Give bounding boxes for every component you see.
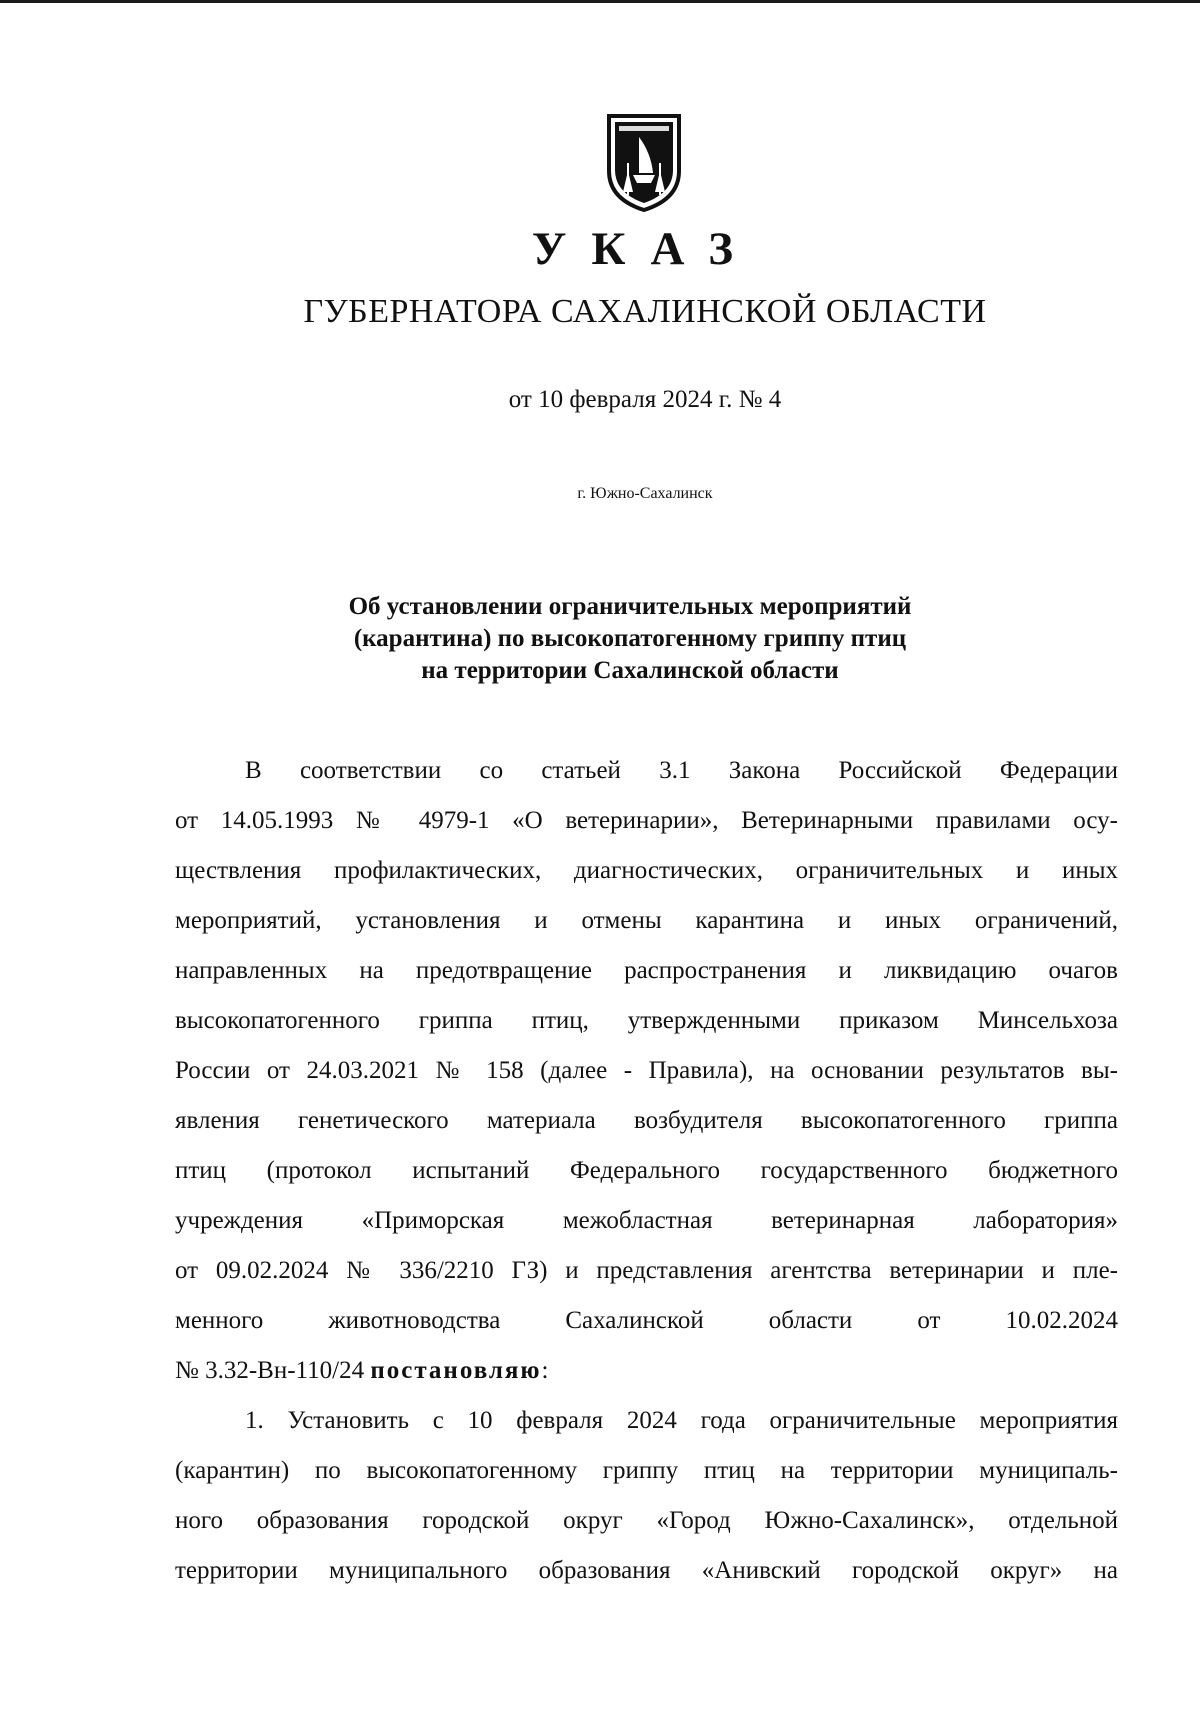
issuing-authority: ГУБЕРНАТОРА САХАЛИНСКОЙ ОБЛАСТИ — [303, 293, 987, 330]
body-line: мероприятий, установления и отмены карантина и иных ограничений, — [175, 907, 1118, 934]
item-1-line: (карантин) по высокопатогенному гриппу птиц на территории муниципаль- — [175, 1457, 1118, 1484]
body-line: ществления профилактических, диагностических, ограничительных и иных — [175, 857, 1118, 884]
body-line-decision — [175, 1356, 1118, 1406]
item-1-line: территории муниципального образования «Анивский городской округ» на — [175, 1557, 1118, 1584]
item-1-line: ного образования городской округ «Город Южно-Сахалинск», отдельной — [175, 1507, 1118, 1534]
body-line: В соответствии со статьей 3.1 Закона Российской Федерации — [245, 757, 1118, 784]
item-1-line: 1. Установить с 10 февраля 2024 года ограничительные мероприятия — [245, 1407, 1118, 1434]
document-subject — [300, 591, 960, 687]
document-body — [175, 756, 1118, 1606]
decision-colon: : — [541, 1357, 549, 1384]
body-line: птиц (протокол испытаний Федерального государственного бюджетного — [175, 1157, 1118, 1184]
top-border-line — [0, 0, 1200, 3]
document-date-number: от 10 февраля 2024 г. № 4 — [508, 386, 782, 413]
body-line: от 14.05.1993 № 4979-1 «О ветеринарии», Ветеринарными правилами осу- — [175, 807, 1118, 834]
document-type-title: УКАЗ — [531, 223, 759, 275]
decision-reference: № 3.32-Вн-110/24 — [175, 1357, 371, 1384]
body-line: от 09.02.2024 № 336/2210 ГЗ) и представления агентства ветеринарии и пле- — [175, 1257, 1118, 1284]
sakhalin-coat-of-arms-icon — [601, 113, 687, 213]
body-line: России от 24.03.2021 № 158 (далее - Правила), на основании результатов вы- — [175, 1057, 1118, 1084]
body-line: явления генетического материала возбудителя высокопатогенного гриппа — [175, 1107, 1118, 1134]
decision-keyword: постановляю — [370, 1357, 542, 1384]
body-line: высокопатогенного гриппа птиц, утвержденными приказом Минсельхоза — [175, 1007, 1118, 1034]
body-line: направленных на предотвращение распространения и ликвидацию очагов — [175, 957, 1118, 984]
subject-line: Об установлении ограничительных мероприятий — [348, 593, 912, 620]
subject-line: (карантина) по высокопатогенному гриппу птиц — [353, 625, 907, 652]
body-line: учреждения «Приморская межобластная ветеринарная лаборатория» — [175, 1207, 1118, 1234]
subject-line: на территории Сахалинской области — [421, 657, 839, 684]
document-city: г. Южно-Сахалинск — [577, 485, 713, 502]
body-line: менного животноводства Сахалинской области от 10.02.2024 — [175, 1307, 1118, 1334]
